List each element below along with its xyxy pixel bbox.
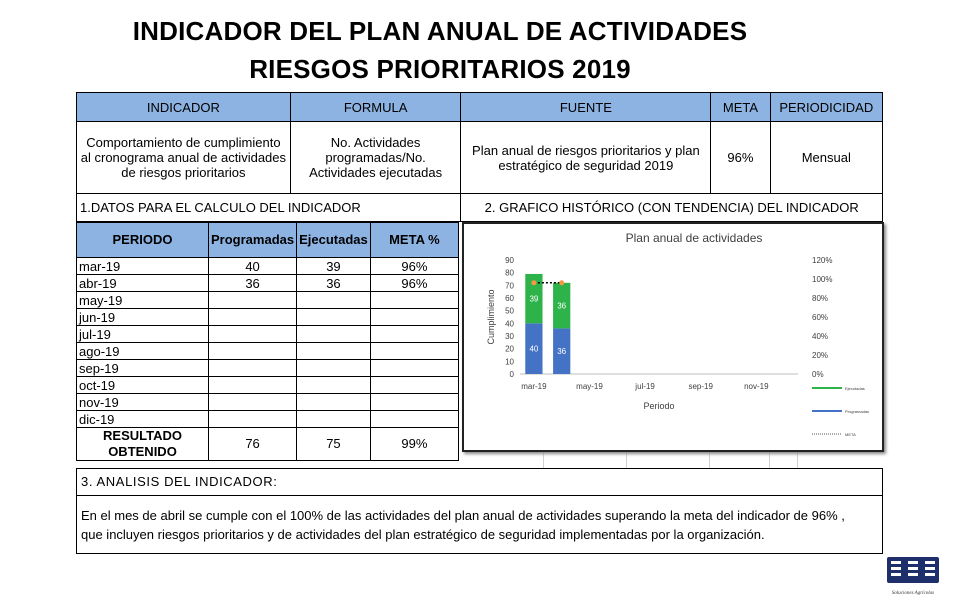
cell-formula: No. Actividades programadas/No. Actividades ejecutadas (290, 122, 461, 194)
legend-label: Programadas (845, 409, 870, 414)
bar-label-ejecutadas: 39 (529, 294, 539, 304)
meta-cell: 96% (370, 275, 458, 292)
x-tick-label: jul-19 (635, 382, 655, 391)
table-row (77, 360, 459, 377)
table-row (77, 309, 459, 326)
ejecutadas-cell: 36 (297, 275, 371, 292)
meta-cell (370, 377, 458, 394)
y2-tick-label: 20% (812, 351, 829, 360)
programadas-cell (209, 377, 297, 394)
result-row (77, 428, 459, 461)
header-meta: META (711, 93, 770, 122)
analysis-box (76, 468, 883, 554)
result-meta: 99% (370, 428, 458, 461)
meta-cell (370, 411, 458, 428)
period-cell: jul-19 (77, 326, 209, 343)
col-programadas: Programadas (209, 223, 297, 258)
chart-title: Plan anual de actividades (625, 231, 763, 245)
period-cell: abr-19 (77, 275, 209, 292)
ejecutadas-cell: 39 (297, 258, 371, 275)
table-row (77, 275, 459, 292)
section-1-title: 1.DATOS PARA EL CALCULO DEL INDICADOR (77, 194, 461, 222)
table-row (77, 394, 459, 411)
y-tick-label: 90 (505, 256, 514, 265)
ejecutadas-cell (297, 326, 371, 343)
meta-cell (370, 394, 458, 411)
y2-tick-label: 0% (812, 370, 824, 379)
x-tick-label: may-19 (576, 382, 603, 391)
y2-tick-label: 40% (812, 332, 829, 341)
x-tick-label: mar-19 (521, 382, 547, 391)
programadas-cell (209, 394, 297, 411)
section-2-title: 2. GRAFICO HISTÓRICO (CON TENDENCIA) DEL INDICADOR (461, 194, 883, 222)
programadas-cell (209, 326, 297, 343)
y-tick-label: 30 (505, 332, 514, 341)
svg-text:Soluciones Agrícolas: Soluciones Agrícolas (891, 591, 935, 596)
period-cell: ago-19 (77, 343, 209, 360)
x-tick-label: sep-19 (688, 382, 713, 391)
programadas-cell: 40 (209, 258, 297, 275)
bar-label-programadas: 40 (529, 344, 539, 354)
ejecutadas-cell (297, 292, 371, 309)
legend-label: META (845, 432, 856, 437)
ejecutadas-cell (297, 394, 371, 411)
y2-tick-label: 100% (812, 275, 833, 284)
meta-cell (370, 292, 458, 309)
page-title: INDICADOR DEL PLAN ANUAL DE ACTIVIDADES (132, 16, 748, 46)
page-subtitle: RIESGOS PRIORITARIOS 2019 (249, 54, 631, 84)
y-tick-label: 10 (505, 357, 514, 367)
activities-chart (464, 224, 882, 450)
bar-label-ejecutadas: 36 (557, 301, 567, 311)
y2-tick-label: 80% (812, 294, 829, 303)
period-cell: dic-19 (77, 411, 209, 428)
table-row (77, 411, 459, 428)
cell-periodicidad: Mensual (770, 122, 882, 194)
meta-cell: 96% (370, 258, 458, 275)
cell-meta: 96% (711, 122, 770, 194)
programadas-cell (209, 411, 297, 428)
meta-point (559, 280, 564, 285)
x-tick-label: nov-19 (744, 382, 769, 391)
section-3-title: 3. ANALISIS DEL INDICADOR: (77, 469, 882, 496)
company-logo (883, 555, 943, 597)
ejecutadas-cell (297, 411, 371, 428)
ejecutadas-cell (297, 309, 371, 326)
header-indicador: INDICADOR (77, 93, 291, 122)
y-axis-label: Cumplimiento (486, 289, 496, 345)
col-meta: META % (370, 223, 458, 258)
programadas-cell (209, 343, 297, 360)
period-cell: oct-19 (77, 377, 209, 394)
table-row (77, 292, 459, 309)
ejecutadas-cell (297, 377, 371, 394)
programadas-cell (209, 360, 297, 377)
meta-point (531, 280, 536, 285)
y-tick-label: 50 (505, 306, 514, 316)
legend-label: Ejecutadas (845, 386, 865, 391)
table-row (77, 343, 459, 360)
ejecutadas-cell (297, 343, 371, 360)
y-tick-label: 60 (505, 294, 514, 303)
header-periodicidad: PERIODICIDAD (770, 93, 882, 122)
header-formula: FORMULA (290, 93, 461, 122)
y-tick-label: 40 (505, 319, 514, 329)
col-ejecutadas: Ejecutadas (297, 223, 371, 258)
result-programadas: 76 (209, 428, 297, 461)
result-label: RESULTADO OBTENIDO (77, 428, 209, 461)
header-fuente: FUENTE (461, 93, 711, 122)
y-tick-label: 0 (509, 370, 514, 379)
meta-cell (370, 326, 458, 343)
cell-fuente: Plan anual de riesgos prioritarios y plan estratégico de seguridad 2019 (461, 122, 711, 194)
table-row (77, 377, 459, 394)
y2-tick-label: 60% (812, 313, 829, 322)
col-periodo: PERIODO (77, 223, 209, 258)
programadas-cell (209, 292, 297, 309)
analysis-text-line1: En el mes de abril se cumple con el 100% de las actividades del plan anual de actividades superando la meta del indicador de 96% , (81, 508, 845, 523)
period-cell: mar-19 (77, 258, 209, 275)
x-axis-label: Periodo (643, 401, 675, 411)
y-tick-label: 20 (505, 344, 514, 354)
bar-label-programadas: 36 (557, 347, 567, 357)
table-row (77, 326, 459, 343)
analysis-text-line2: que incluyen riesgos prioritarios y de actividades del plan estratégico de seguridad implementadas por la organización. (81, 527, 765, 542)
meta-cell (370, 343, 458, 360)
programadas-cell (209, 309, 297, 326)
y-tick-label: 70 (505, 281, 514, 291)
indicator-table (76, 92, 883, 222)
period-cell: sep-19 (77, 360, 209, 377)
period-cell: nov-19 (77, 394, 209, 411)
y2-tick-label: 120% (812, 256, 833, 265)
ejecutadas-cell (297, 360, 371, 377)
data-table (76, 222, 459, 461)
programadas-cell: 36 (209, 275, 297, 292)
y-tick-label: 80 (505, 268, 514, 278)
table-row (77, 258, 459, 275)
result-ejecutadas: 75 (297, 428, 371, 461)
chart-container (462, 222, 884, 452)
meta-cell (370, 309, 458, 326)
period-cell: jun-19 (77, 309, 209, 326)
period-cell: may-19 (77, 292, 209, 309)
cell-indicador: Comportamiento de cumplimiento al cronograma anual de actividades de riesgos prioritarios (77, 122, 291, 194)
meta-cell (370, 360, 458, 377)
